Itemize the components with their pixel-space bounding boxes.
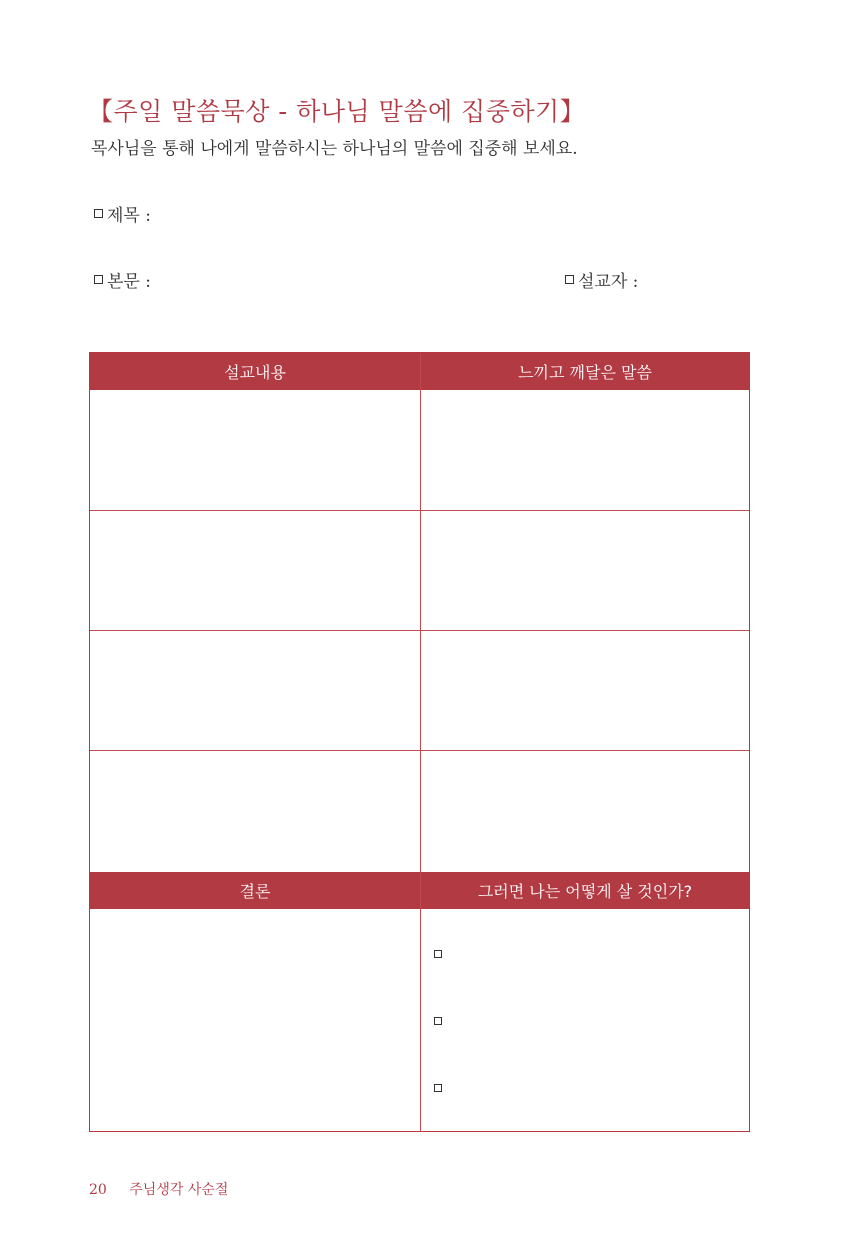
preacher-field[interactable] bbox=[565, 267, 638, 292]
application-cell[interactable] bbox=[421, 909, 749, 1131]
sermon-content-cell[interactable] bbox=[90, 631, 420, 750]
insight-cell[interactable] bbox=[421, 390, 749, 510]
checkbox-icon bbox=[565, 275, 574, 284]
sermon-content-cell[interactable] bbox=[90, 511, 420, 630]
checkbox-icon bbox=[94, 209, 103, 218]
page-subtitle: 목사님을 통해 나에게 말씀하시는 하나님의 말씀에 집중해 보세요. bbox=[91, 139, 578, 159]
checkbox-icon[interactable] bbox=[434, 950, 442, 958]
scripture-label: 본문 : bbox=[107, 272, 151, 292]
header-sermon-content: 설교내용 bbox=[90, 353, 420, 390]
checkbox-icon[interactable] bbox=[434, 1017, 442, 1025]
scripture-field[interactable] bbox=[94, 267, 151, 292]
header-insights: 느끼고 깨달은 말씀 bbox=[421, 353, 749, 390]
title-label: 제목 : bbox=[107, 206, 151, 226]
sermon-notes-table bbox=[89, 352, 750, 1132]
sermon-content-cell[interactable] bbox=[90, 390, 420, 510]
preacher-label: 설교자 : bbox=[578, 272, 639, 292]
page-number: 20 bbox=[89, 1182, 107, 1198]
conclusion-cell[interactable] bbox=[90, 909, 420, 1131]
page-footer bbox=[89, 1179, 228, 1199]
insight-cell[interactable] bbox=[421, 631, 749, 750]
checkbox-icon[interactable] bbox=[434, 1084, 442, 1092]
title-field[interactable] bbox=[94, 201, 151, 226]
header-application: 그러면 나는 어떻게 살 것인가? bbox=[421, 872, 749, 909]
sermon-content-cell[interactable] bbox=[90, 751, 420, 871]
insight-cell[interactable] bbox=[421, 511, 749, 630]
checkbox-icon bbox=[94, 275, 103, 284]
header-conclusion: 결론 bbox=[90, 872, 420, 909]
insight-cell[interactable] bbox=[421, 751, 749, 871]
page-title: 【주일 말씀묵상 - 하나님 말씀에 집중하기】 bbox=[88, 97, 586, 126]
book-title: 주님생각 사순절 bbox=[129, 1182, 229, 1198]
